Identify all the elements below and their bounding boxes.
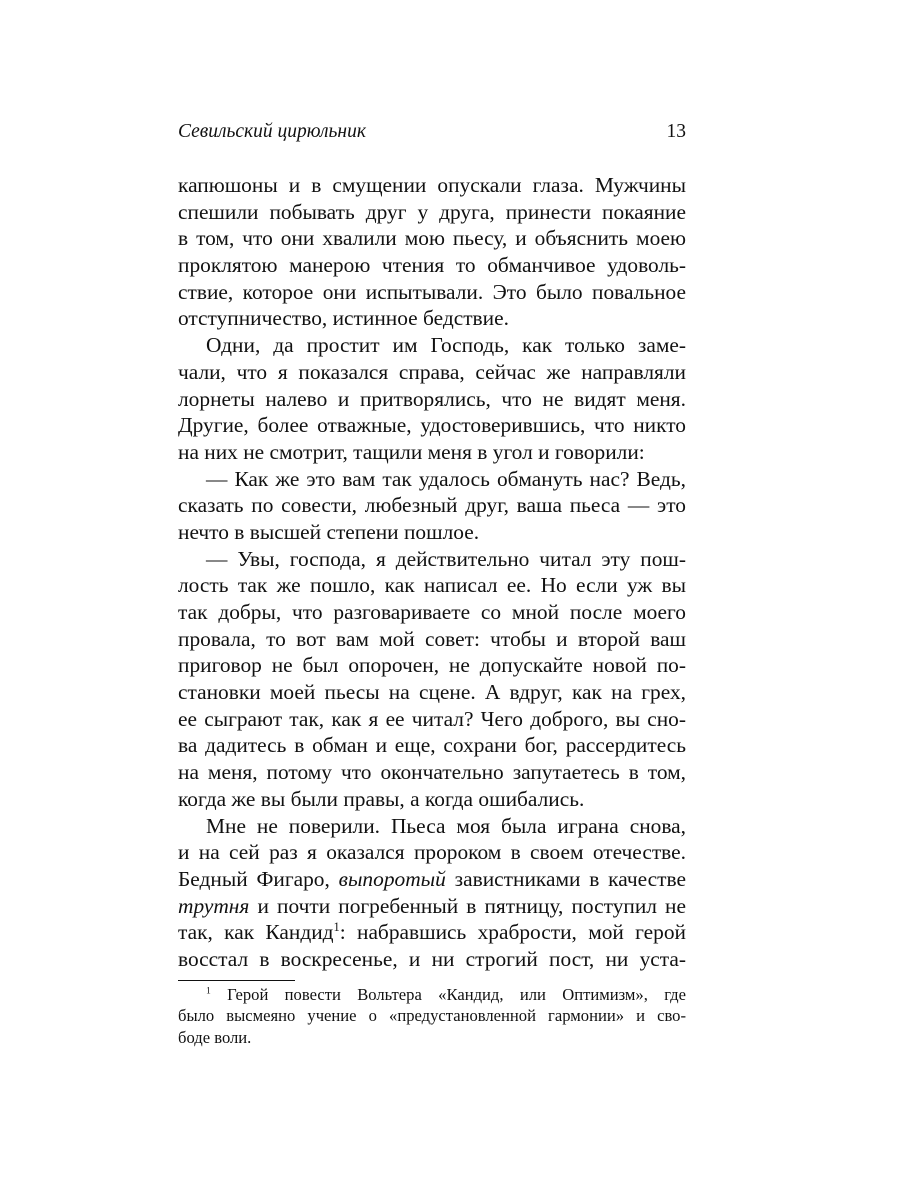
- text-line: [178, 893, 686, 920]
- running-head: [178, 121, 686, 143]
- text-line: [178, 332, 686, 359]
- text-line: [178, 919, 686, 946]
- text-segment: ва дадитесь в обман и еще, сохрани бог, рассердитесь: [178, 733, 686, 758]
- text-segment: отступничество, истинное бедствие.: [178, 306, 509, 331]
- text-segment: ствие, которое они испытывали. Это было повальное: [178, 279, 686, 304]
- text-line: [178, 359, 686, 386]
- text-segment: в том, что они хвалили мою пьесу, и объяснить моею: [178, 226, 686, 251]
- text-line: [178, 599, 686, 626]
- text-line: [178, 466, 686, 493]
- text-line: [178, 492, 686, 519]
- text-line: [178, 946, 686, 973]
- text-segment: Герой повести Вольтера «Кандид, или Оптимизм», где: [210, 985, 686, 1004]
- text-segment: : набравшись храбрости, мой герой: [339, 920, 686, 945]
- text-segment: ее сыграют так, как я ее читал? Чего доброго, вы сно-: [178, 706, 686, 731]
- footnote: [178, 984, 686, 1048]
- text-line: [178, 519, 686, 546]
- footnote-line: [178, 984, 686, 1005]
- footnote-line: [178, 1005, 686, 1026]
- text-segment: так, как Кандид: [178, 920, 334, 945]
- emphasis-text: трутня: [178, 893, 250, 918]
- text-line: [178, 546, 686, 573]
- page-number: 13: [666, 121, 686, 142]
- text-segment: завистниками в качестве: [445, 866, 686, 891]
- text-line: [178, 279, 686, 306]
- text-segment: сказать по совести, любезный друг, ваша пьеса — это: [178, 493, 686, 518]
- text-segment: лорнеты налево и притворялись, что не видят меня.: [178, 386, 686, 411]
- text-segment: лость так же пошло, как написал ее. Но если уж вы: [178, 573, 686, 598]
- text-line: [178, 759, 686, 786]
- text-line: [178, 839, 686, 866]
- text-segment: чали, что я показался справа, сейчас же направляли: [178, 359, 686, 384]
- text-line: [178, 412, 686, 439]
- text-segment: провала, то вот вам мой совет: чтобы и второй ваш: [178, 626, 686, 651]
- text-line: [178, 252, 686, 279]
- text-line: [178, 866, 686, 893]
- emphasis-text: выпоротый: [338, 866, 446, 891]
- text-segment: приговор не был опорочен, не допускайте новой по-: [178, 653, 686, 678]
- text-line: [178, 786, 686, 813]
- text-segment: когда же вы были правы, а когда ошибались.: [178, 786, 585, 811]
- text-segment: боде воли.: [178, 1027, 252, 1047]
- text-segment: — Как же это вам так удалось обмануть нас? Ведь,: [206, 466, 686, 491]
- text-segment: было высмеяно учение о «предустановленной гармонии» и сво-: [178, 1006, 686, 1026]
- text-line: [178, 679, 686, 706]
- text-line: [178, 199, 686, 226]
- text-segment: на них не смотрит, тащили меня в угол и говорили:: [178, 439, 645, 464]
- text-line: [178, 386, 686, 413]
- text-line: [178, 813, 686, 840]
- text-segment: Одни, да простит им Господь, как только заме-: [206, 333, 686, 358]
- text-line: [178, 626, 686, 653]
- text-segment: капюшоны и в смущении опускали глаза. Мужчины: [178, 173, 686, 197]
- text-segment: и на сей раз я оказался пророком в своем отечестве.: [178, 840, 686, 865]
- text-line: [178, 732, 686, 759]
- body-text: [178, 172, 686, 973]
- text-segment: нечто в высшей степени пошлое.: [178, 519, 480, 544]
- text-segment: на меня, потому что окончательно запутаетесь в том,: [178, 760, 686, 785]
- text-segment: проклятою манерою чтения то обманчивое удоволь-: [178, 253, 686, 278]
- running-head-title: Севильский цирюльник: [178, 121, 366, 142]
- text-line: [178, 305, 686, 332]
- text-segment: спешили побывать друг у друга, принести покаяние: [178, 199, 686, 224]
- text-line: [178, 652, 686, 679]
- text-line: [178, 172, 686, 199]
- footnote-marker: 1: [206, 985, 211, 997]
- text-segment: восстал в воскресенье, и ни строгий пост, ни уста-: [178, 946, 686, 971]
- text-segment: Мне не поверили. Пьеса моя была играна снова,: [206, 813, 686, 838]
- text-segment: Другие, более отважные, удостоверившись, что никто: [178, 413, 686, 438]
- text-segment: становки моей пьесы на сцене. А вдруг, как на грех,: [178, 680, 686, 705]
- text-segment: Бедный Фигаро,: [178, 866, 339, 891]
- text-line: [178, 439, 686, 466]
- text-segment: — Увы, господа, я действительно читал эту пош-: [206, 546, 686, 571]
- text-line: [178, 572, 686, 599]
- text-line: [178, 225, 686, 252]
- text-segment: так добры, что разговариваете со мной после моего: [178, 600, 686, 624]
- footnote-marker: 1: [333, 920, 340, 935]
- footnote-rule: [178, 980, 295, 981]
- text-segment: и почти погребенный в пятницу, поступил не: [249, 893, 686, 918]
- text-line: [178, 706, 686, 733]
- footnote-line: [178, 1027, 686, 1048]
